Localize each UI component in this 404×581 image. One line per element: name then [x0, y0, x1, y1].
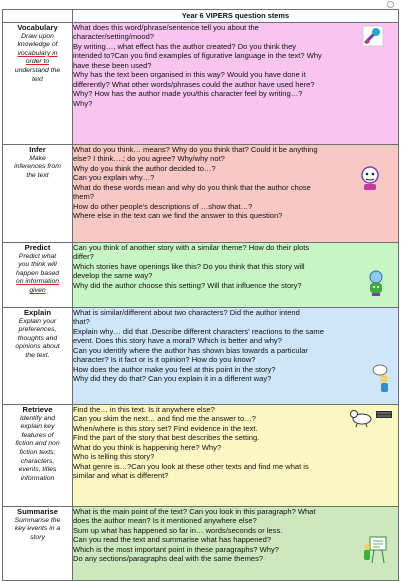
- skill-desc-line: knowledge of: [17, 41, 58, 49]
- row-infer: [3, 145, 399, 243]
- skill-desc-line: text: [32, 75, 43, 83]
- question-line: differ?: [73, 252, 94, 262]
- question-line: have these been used?: [73, 60, 152, 70]
- row-summarise: [3, 507, 399, 581]
- skill-name: Summarise: [17, 507, 58, 516]
- skill-desc-line: key events in a: [14, 525, 61, 533]
- skill-desc-line: thoughts and: [17, 334, 58, 342]
- question-line: them?: [73, 192, 94, 202]
- skill-desc-line: order to: [25, 58, 50, 66]
- skill-name: Retrieve: [22, 405, 53, 414]
- crystal-ball-character-icon: [366, 269, 386, 297]
- question-line: differently? What other words/phrases could the author have used here?: [73, 79, 315, 89]
- question-line: Do any sections/paragraphs deal with the same themes?: [73, 554, 264, 564]
- question-line: Why do you think the author decided to…?: [73, 163, 216, 173]
- header-blank-cell: [3, 10, 73, 23]
- questions-cell-infer: [73, 145, 399, 243]
- question-line: Which stories have openings like this? Do you think that this story will: [73, 261, 305, 271]
- skill-desc-line: fiction and non: [15, 440, 60, 448]
- row-explain: [3, 308, 399, 405]
- question-line: Find the… in this text. Is it anywhere else?: [73, 405, 215, 414]
- skill-desc-line: Predict what: [18, 252, 57, 260]
- row-predict: [3, 243, 399, 308]
- skill-desc-line: you think will: [18, 261, 57, 269]
- question-line: does the author mean? Is it mentioned anywhere else?: [73, 516, 257, 526]
- skill-name: Infer: [29, 145, 46, 154]
- thinking-character-icon: [358, 165, 382, 191]
- question-line: Why?: [73, 98, 93, 108]
- handle-dot-icon[interactable]: [387, 1, 394, 8]
- skill-desc-line: inferences from: [14, 163, 61, 171]
- question-line: similar and what is different?: [73, 471, 169, 481]
- question-line: What do you think is happening here? Why?: [73, 442, 222, 452]
- question-line: Why has the text been organised in this way? Would you have done it: [73, 70, 306, 80]
- skill-cell-explain: [3, 308, 73, 405]
- skill-desc-line: Draw upon: [21, 32, 54, 40]
- question-line: What genre is…?Can you look at these other texts and find me what is: [73, 461, 309, 471]
- skill-desc-line: given: [29, 286, 46, 294]
- question-line: Can you skim the next… and find me the answer to…?: [73, 414, 256, 424]
- skill-desc-line: Identify and: [19, 414, 56, 422]
- skill-desc-line: features of: [21, 431, 54, 439]
- table-title: Year 6 VIPERS question stems: [73, 10, 399, 23]
- skill-cell-vocabulary: [3, 23, 73, 145]
- skill-desc-line: the text.: [25, 351, 50, 359]
- question-line: intended to?Can you find examples of figurative language in the text? Why: [73, 51, 322, 61]
- skill-desc-line: story: [30, 533, 45, 541]
- questions-cell-explain: [73, 308, 399, 405]
- skill-cell-retrieve: [3, 405, 73, 507]
- question-line: character? Is it fact or is it opinion? How do you know?: [73, 355, 256, 365]
- row-retrieve: [3, 405, 399, 507]
- question-line: What is the main point of the text? Can you look in this paragraph? What: [73, 507, 316, 516]
- question-line: What does this word/phrase/sentence tell you about the: [73, 23, 259, 32]
- skill-name: Vocabulary: [17, 23, 58, 32]
- questions-cell-predict: [73, 243, 399, 308]
- question-line: How does the author make you feel at this point in the story?: [73, 364, 276, 374]
- skill-name: Predict: [24, 243, 51, 252]
- question-line: Can you think of another story with a similar theme? How do their plots: [73, 243, 310, 252]
- skill-desc-line: fiction texts;: [19, 448, 56, 456]
- question-line: Explain why… did that .Describe different characters' reactions to the same: [73, 326, 324, 336]
- skill-desc-line: information: [20, 474, 55, 482]
- skill-desc-line: understand the: [14, 66, 61, 74]
- question-line: Why did the author choose this setting? Will that influence the story?: [73, 280, 302, 290]
- skill-desc-line: explain key: [20, 423, 55, 431]
- skill-desc-line: the text: [26, 171, 49, 179]
- question-line: Who is telling this story?: [73, 452, 155, 462]
- question-line: When/where is this story set? Find evidence in the text.: [73, 423, 258, 433]
- question-line: character/setting/mood?: [73, 32, 154, 42]
- row-vocabulary: [3, 23, 399, 145]
- skill-desc-line: opinions about: [15, 343, 60, 351]
- skill-desc-line: Make: [29, 154, 46, 162]
- dog-fetching-icon: [348, 405, 394, 427]
- skill-desc-line: on information: [15, 278, 60, 286]
- question-line: What do these words mean and why do you think that the author chose: [73, 182, 311, 192]
- question-line: Which is the most important point in these paragraphs? Why?: [73, 544, 279, 554]
- skill-desc-line: preferences,: [18, 326, 57, 334]
- questions-cell-summarise: [73, 507, 399, 581]
- table-header-row: [3, 10, 399, 23]
- question-line: Why did they do that? Can you explain it in a different way?: [73, 374, 272, 384]
- presenter-board-icon: [362, 535, 388, 565]
- question-line: Where else in the text can we find the answer to this question?: [73, 211, 283, 221]
- skill-desc-line: Explain your: [18, 317, 57, 325]
- skill-name: Explain: [23, 308, 51, 317]
- talking-character-icon: [372, 364, 392, 394]
- question-line: What do you think… means? Why do you think that? Could it be anything: [73, 145, 318, 154]
- skill-cell-predict: [3, 243, 73, 308]
- question-line: that?: [73, 317, 90, 327]
- question-line: Can you explain why…?: [73, 173, 155, 183]
- question-line: Find the part of the story that best describes the setting.: [73, 433, 260, 443]
- question-line: By writing…, what effect has the author created? Do you think they: [73, 41, 297, 51]
- question-line: Can you read the text and summarise what has happened?: [73, 535, 272, 545]
- skill-desc-line: Summarise the: [14, 516, 61, 524]
- questions-cell-vocabulary: [73, 23, 399, 145]
- skill-desc-line: events, titles: [18, 466, 57, 474]
- questions-cell-retrieve: [73, 405, 399, 507]
- question-line: What is similar/different about two characters? Did the author intend: [73, 308, 300, 317]
- skill-desc-line: vocabulary in: [17, 49, 58, 57]
- skill-desc-line: happen based: [15, 269, 60, 277]
- vipers-table: [2, 9, 399, 581]
- question-line: Sum up what has happened so far in… words/seconds or less.: [73, 525, 283, 535]
- question-line: Why? How has the author made you/this character feel by writing…?: [73, 89, 303, 99]
- question-line: How do other people's descriptions of …show that…?: [73, 201, 253, 211]
- question-line: develop the same way?: [73, 271, 153, 281]
- question-line: Can you identify where the author has shown bias towards a particular: [73, 345, 308, 355]
- question-line: event. Does this story have a moral? Which is better and why?: [73, 336, 282, 346]
- paintbrush-icon: [362, 25, 384, 47]
- question-line: else? I think….; do you agree? Why/why not?: [73, 154, 225, 164]
- skill-cell-summarise: [3, 507, 73, 581]
- skill-desc-line: characters,: [20, 457, 55, 465]
- skill-cell-infer: [3, 145, 73, 243]
